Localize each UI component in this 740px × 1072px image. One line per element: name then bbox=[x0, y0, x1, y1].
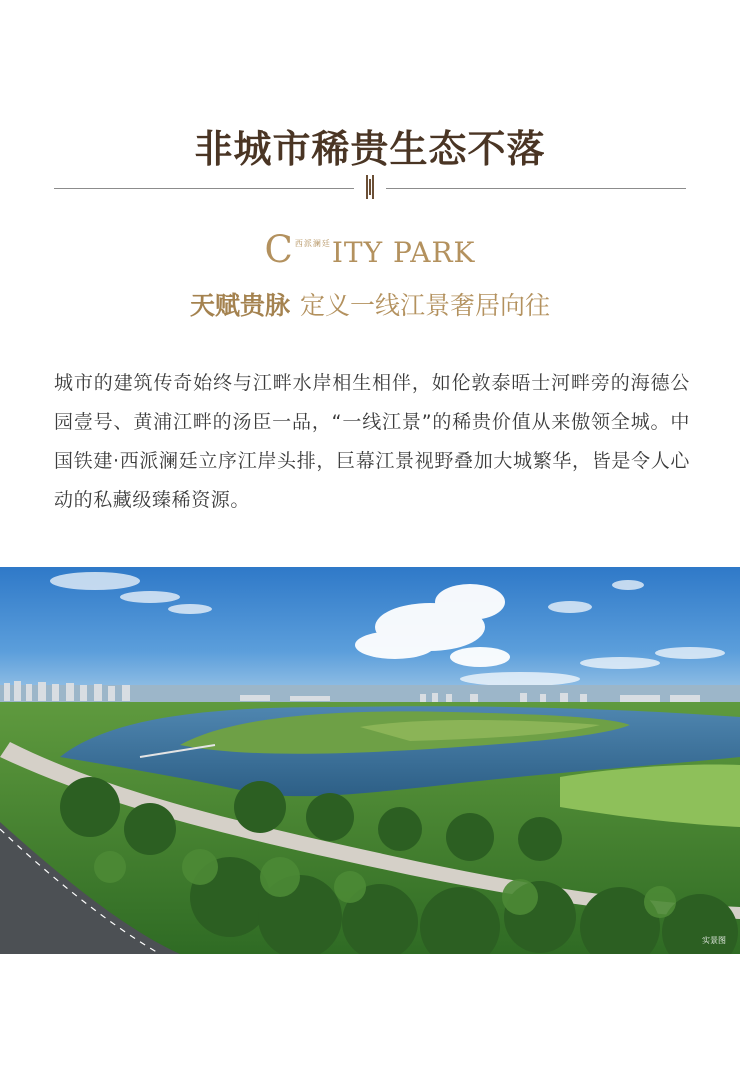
divider-line-left bbox=[54, 188, 354, 189]
logo-chinese-mini: 西派澜廷 bbox=[294, 239, 331, 248]
tagline-strong: 天赋贵脉 bbox=[189, 291, 290, 320]
intro-paragraph: 城市的建筑传奇始终与江畔水岸相生相伴，如伦敦泰晤士河畔旁的海德公园壹号、黄浦江畔的汤臣一品，“一线江景”的稀贵价值从来傲领全城。中国铁建·西派澜廷立序江岸头排，巨幕江景视野叠加大城繁华，皆是令人心动的私藏级臻稀资源。 bbox=[54, 372, 690, 511]
divider-ornament bbox=[364, 175, 376, 199]
photo-stamp: 实景图 bbox=[702, 936, 726, 945]
tagline bbox=[0, 286, 740, 322]
title-divider bbox=[54, 183, 686, 195]
aerial-photo-illustration bbox=[0, 567, 740, 954]
aerial-river-photo bbox=[0, 567, 740, 954]
divider-line-right bbox=[386, 188, 686, 189]
page-title: 非城市稀贵生态不落 bbox=[194, 126, 546, 171]
city-park-logo bbox=[0, 228, 740, 271]
logo-letter-c: C bbox=[264, 228, 294, 271]
logo-wordmark: ITY PARK bbox=[331, 236, 476, 269]
tagline-text: 定义一线江景奢居向往 bbox=[300, 291, 551, 320]
